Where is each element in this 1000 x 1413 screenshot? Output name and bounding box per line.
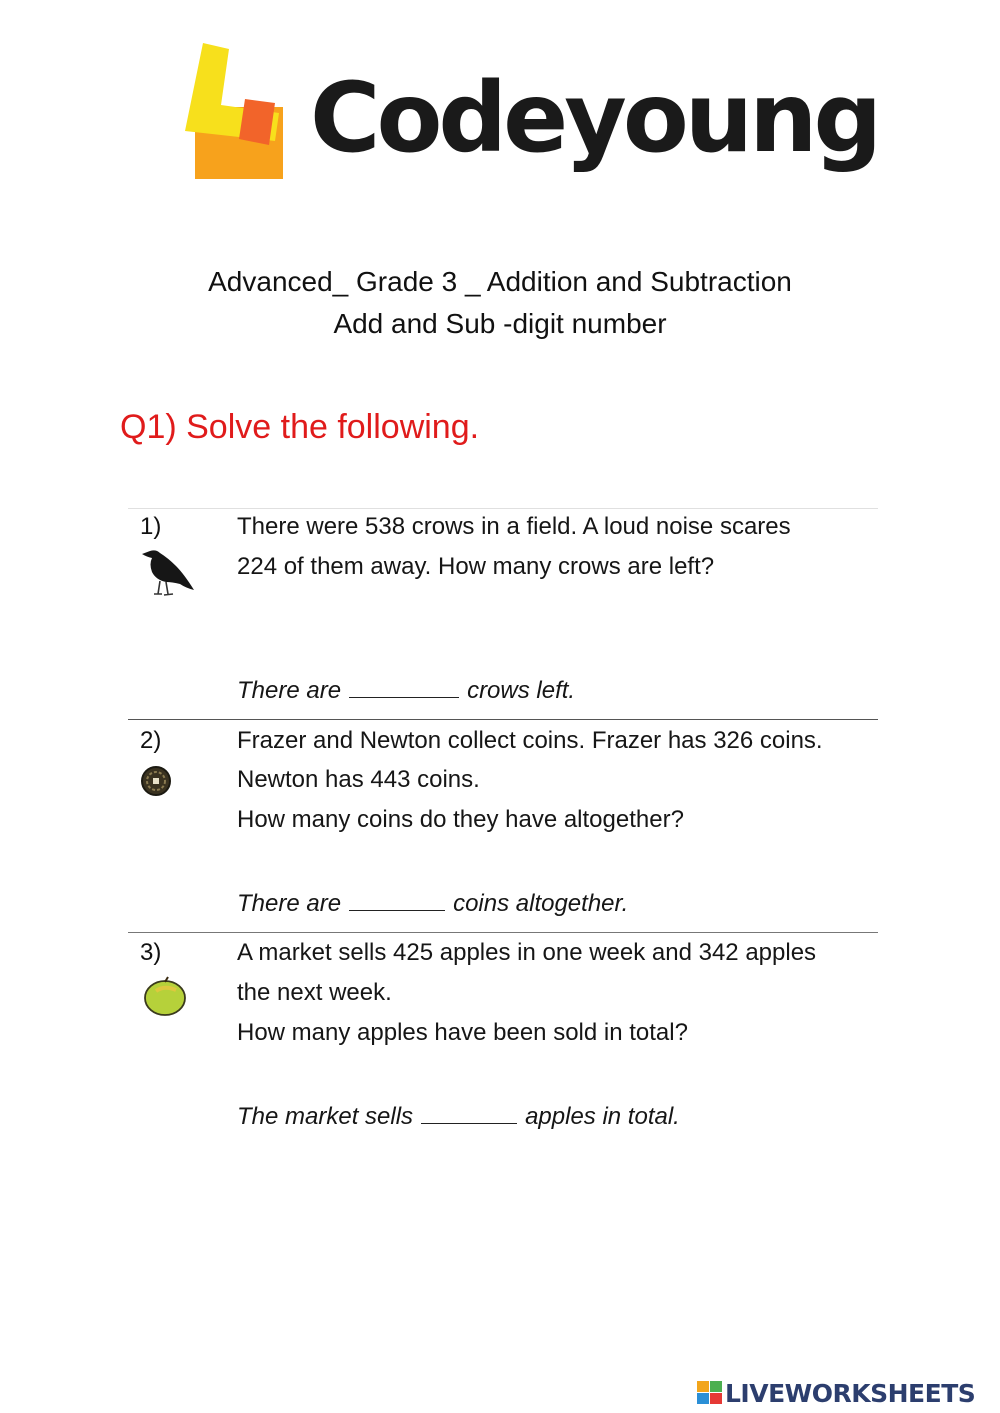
answer-prefix: There are	[237, 890, 342, 917]
coin-icon	[139, 765, 173, 797]
problem-number: 3)	[140, 939, 162, 966]
problem-text-line: 224 of them away. How many crows are left?	[237, 553, 715, 580]
problem-number: 2)	[140, 727, 162, 754]
answer-prefix: The market sells	[237, 1103, 414, 1130]
answer-line	[237, 888, 628, 916]
apple-icon	[142, 975, 188, 1017]
answer-blank[interactable]	[349, 888, 445, 911]
answer-blank[interactable]	[349, 675, 459, 698]
worksheet-subtitle: Add and Sub -digit number	[333, 308, 667, 339]
problem-text-line: Frazer and Newton collect coins. Frazer has 326 coins.	[237, 727, 823, 754]
crow-icon	[138, 544, 198, 600]
problem-text-line: A market sells 425 apples in one week and 342 apples	[237, 939, 817, 966]
answer-suffix: coins altogether.	[453, 890, 629, 917]
codeyoung-logo-icon	[183, 43, 289, 181]
problem-text-line: the next week.	[237, 979, 392, 1006]
brand-name: Codeyoung	[310, 62, 879, 174]
problem-text-line: How many apples have been sold in total?	[237, 1019, 688, 1046]
footer-brand: LIVEWORKSHEETS	[725, 1378, 976, 1408]
answer-suffix: apples in total.	[525, 1103, 680, 1130]
problem-text-line: Newton has 443 coins.	[237, 766, 480, 793]
answer-blank[interactable]	[421, 1101, 517, 1124]
problem-number: 1)	[140, 513, 162, 540]
question-heading: Q1) Solve the following.	[120, 408, 480, 446]
liveworksheets-logo-icon	[697, 1381, 723, 1405]
table-top-border	[128, 508, 878, 509]
answer-line	[237, 1101, 680, 1129]
answer-prefix: There are	[237, 677, 342, 704]
problem-text-line: There were 538 crows in a field. A loud noise scares	[237, 513, 791, 540]
worksheet-title: Advanced_ Grade 3 _ Addition and Subtraction	[208, 266, 792, 297]
liveworksheets-footer[interactable]	[697, 1378, 975, 1408]
row-divider	[128, 719, 878, 720]
answer-suffix: crows left.	[467, 677, 576, 704]
problem-text-line: How many coins do they have altogether?	[237, 806, 684, 833]
row-divider	[128, 932, 878, 933]
answer-line	[237, 675, 575, 703]
